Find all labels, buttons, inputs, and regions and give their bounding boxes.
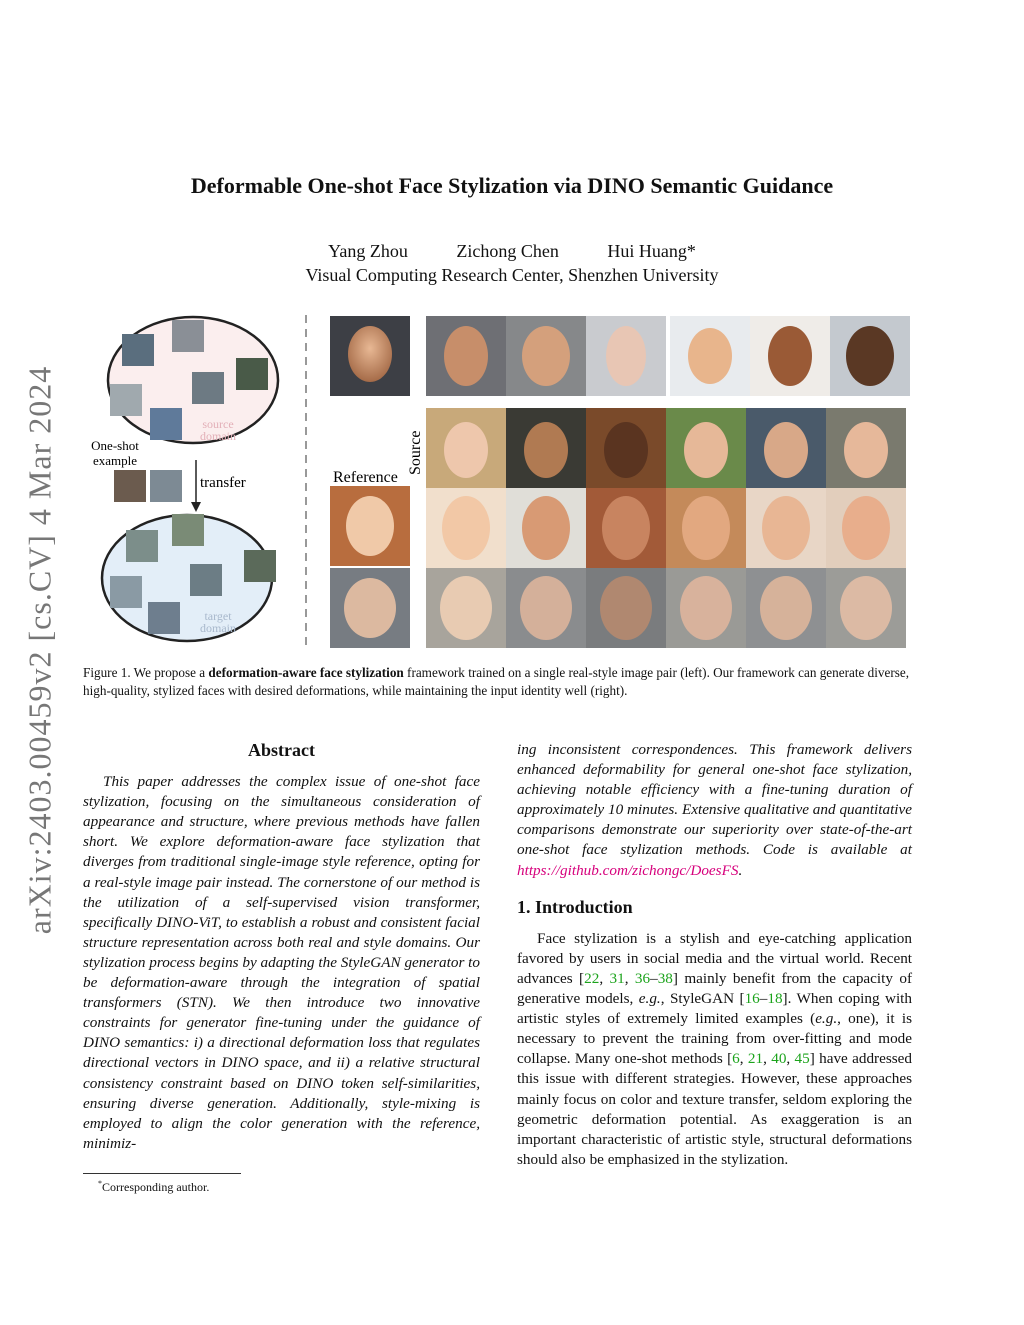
target-domain-label-2: domain (200, 621, 236, 635)
source-label: Source (407, 430, 424, 475)
abstract-continued-text: ing inconsistent correspondences. This framework delivers enhanced deformability for general one-shot face stylization, achieving notable efficiency with a fine-tuning duration of approximately 10 minutes. Extensive qualitative and quantitative comparisons demonstrate our superiority over state-of-the-art one-shot face stylization methods. Code is available at (517, 741, 912, 859)
citation-link[interactable]: 45 (794, 1050, 810, 1068)
right-column (517, 740, 912, 1170)
intro-p6: , one), it is necessary to prevent the training from over-fitting and mode collapse. Many one-shot methods [ (517, 1010, 912, 1068)
one-shot-label-2: example (92, 453, 138, 468)
source-domain-label: source (202, 417, 234, 431)
citation-link[interactable]: 21 (747, 1050, 764, 1068)
reference-label: Reference (333, 469, 398, 486)
footnote-mark: * (98, 1179, 102, 1188)
citation-link[interactable]: 36 (634, 969, 651, 987)
reference-face-shape (348, 326, 392, 382)
intro-p5: ]. When coping with artistic styles of extremely limited examples ( (517, 990, 912, 1028)
intro-eg-2: e.g. (815, 1010, 838, 1028)
intro-p4: , StyleGAN [ (660, 990, 745, 1008)
introduction-paragraph: Face stylization is a stylish and eye-catching application favored by users in social media and the virtual world. Recent advances [22, 31, 36–38] mainly benefit from the capacity of generative models, e.g., StyleGAN [16–18]. When coping with artistic styles of extremely limited examples (e.g., one), it is necessary to prevent the training from over-fitting and mode collapse. Many one-shot methods [6, 21, 40, 45] have addressed this issue with different strategies. However, these approaches mainly focus on color and texture transfer, seldom exploring the geometric deformation potential. As exaggeration is an important characteristic of artistic style, structural deformations should also be emphasized in the stylization. (517, 929, 913, 1168)
author-3: Hui Huang* (607, 241, 696, 261)
arxiv-sidebar (10, 360, 70, 940)
target-domain-label: target (204, 609, 232, 623)
introduction-heading: 1. Introduction (517, 896, 633, 917)
one-shot-style-thumb (150, 470, 182, 502)
abstract-continued (517, 740, 912, 881)
citation-link[interactable]: 40 (771, 1050, 787, 1068)
intro-p7: ] have addressed this issue with different strategies. However, these approaches mainly focus on color and texture transfer, seldom exploring the geometric deformation potential. As exaggeration is an important characteristic of artistic style, structural deformations should also be emphasized in the stylization. (517, 1050, 913, 1168)
intro-p3: ] mainly benefit from the capacity of generative models, (517, 969, 913, 1008)
author-1: Yang Zhou (328, 241, 408, 261)
arxiv-identifier: arXiv:2403.00459v2 [cs.CV] 4 Mar 2024 (21, 365, 58, 935)
abstract-end: . (738, 861, 743, 879)
citation-link[interactable]: 22 (584, 969, 600, 987)
abstract-text: This paper addresses the complex issue of one-shot face stylization, focusing on the simultaneous consideration of appearance and structure, where previous methods have fallen short. We explore deformation-aware face stylization that diverges from traditional single-image style reference, opting for a real-style image pair instead. The cornerstone of our method is the utilization of a self-supervised vision transformer, specifically DINO-ViT, to establish a robust and consistent facial structure representation across both real and style domains. Our stylization process begins by adapting the StyleGAN generator to be deformation-aware through the integration of spatial transformers (STN). We then introduce two innovative constraints for generator fine-tuning under the guidance of DINO semantics: i) a directional deformation loss that regulates directional vectors in DINO space, and ii) a relative structural consistency constraint based on DINO token self-similarities, ensuring diverse generation. Additionally, style-mixing is employed to align the color generation with the reference, minimiz- (83, 773, 480, 1152)
footnote-text: Corresponding author. (102, 1180, 210, 1194)
author-2: Zichong Chen (456, 241, 559, 261)
intro-eg-1: e.g. (638, 990, 661, 1008)
results-grid (426, 316, 910, 648)
one-shot-real-thumb (114, 470, 146, 502)
reference-style-1-face (346, 496, 394, 556)
footnote-rule (83, 1173, 241, 1174)
citation-link[interactable]: 6 (732, 1050, 740, 1068)
caption-prefix: Figure 1. We propose a (83, 665, 209, 680)
citation-link[interactable]: 18 (767, 990, 783, 1008)
code-link[interactable]: https://github.com/zichongc/DoesFS (517, 861, 739, 879)
reference-style-2-face (344, 578, 396, 638)
citation-link[interactable]: 38 (657, 969, 673, 987)
caption-rest: framework trained on a single real-style image pair (left). Our framework can generate diverse, high-quality, stylized faces with desired deformations, while maintaining the input identity well (right). (83, 665, 910, 698)
footnote (98, 1179, 209, 1195)
paper-title: Deformable One-shot Face Stylization via DINO Semantic Guidance (190, 173, 834, 198)
figure-1 (80, 310, 920, 655)
figure-caption (83, 664, 923, 700)
abstract-section (83, 740, 480, 1154)
source-domain-label-2: domain (200, 429, 236, 443)
intro-p2: Recent advances [ (517, 949, 913, 987)
affiliation: Visual Computing Research Center, Shenzhen University (305, 265, 719, 285)
intro-p1: Face stylization is a stylish and eye-catching application favored by users in social media and the virtual world. (517, 929, 912, 967)
author-list (0, 241, 1024, 262)
citation-link[interactable]: 16 (744, 990, 760, 1008)
citation-link[interactable]: 31 (609, 969, 625, 987)
one-shot-label: One-shot (91, 438, 139, 453)
transfer-arrow-head (191, 502, 201, 512)
caption-bold: deformation-aware face stylization (208, 665, 404, 680)
abstract-heading: Abstract (248, 740, 315, 760)
reference-column (330, 316, 410, 648)
domain-diagram (91, 317, 278, 641)
transfer-label: transfer (200, 475, 246, 491)
